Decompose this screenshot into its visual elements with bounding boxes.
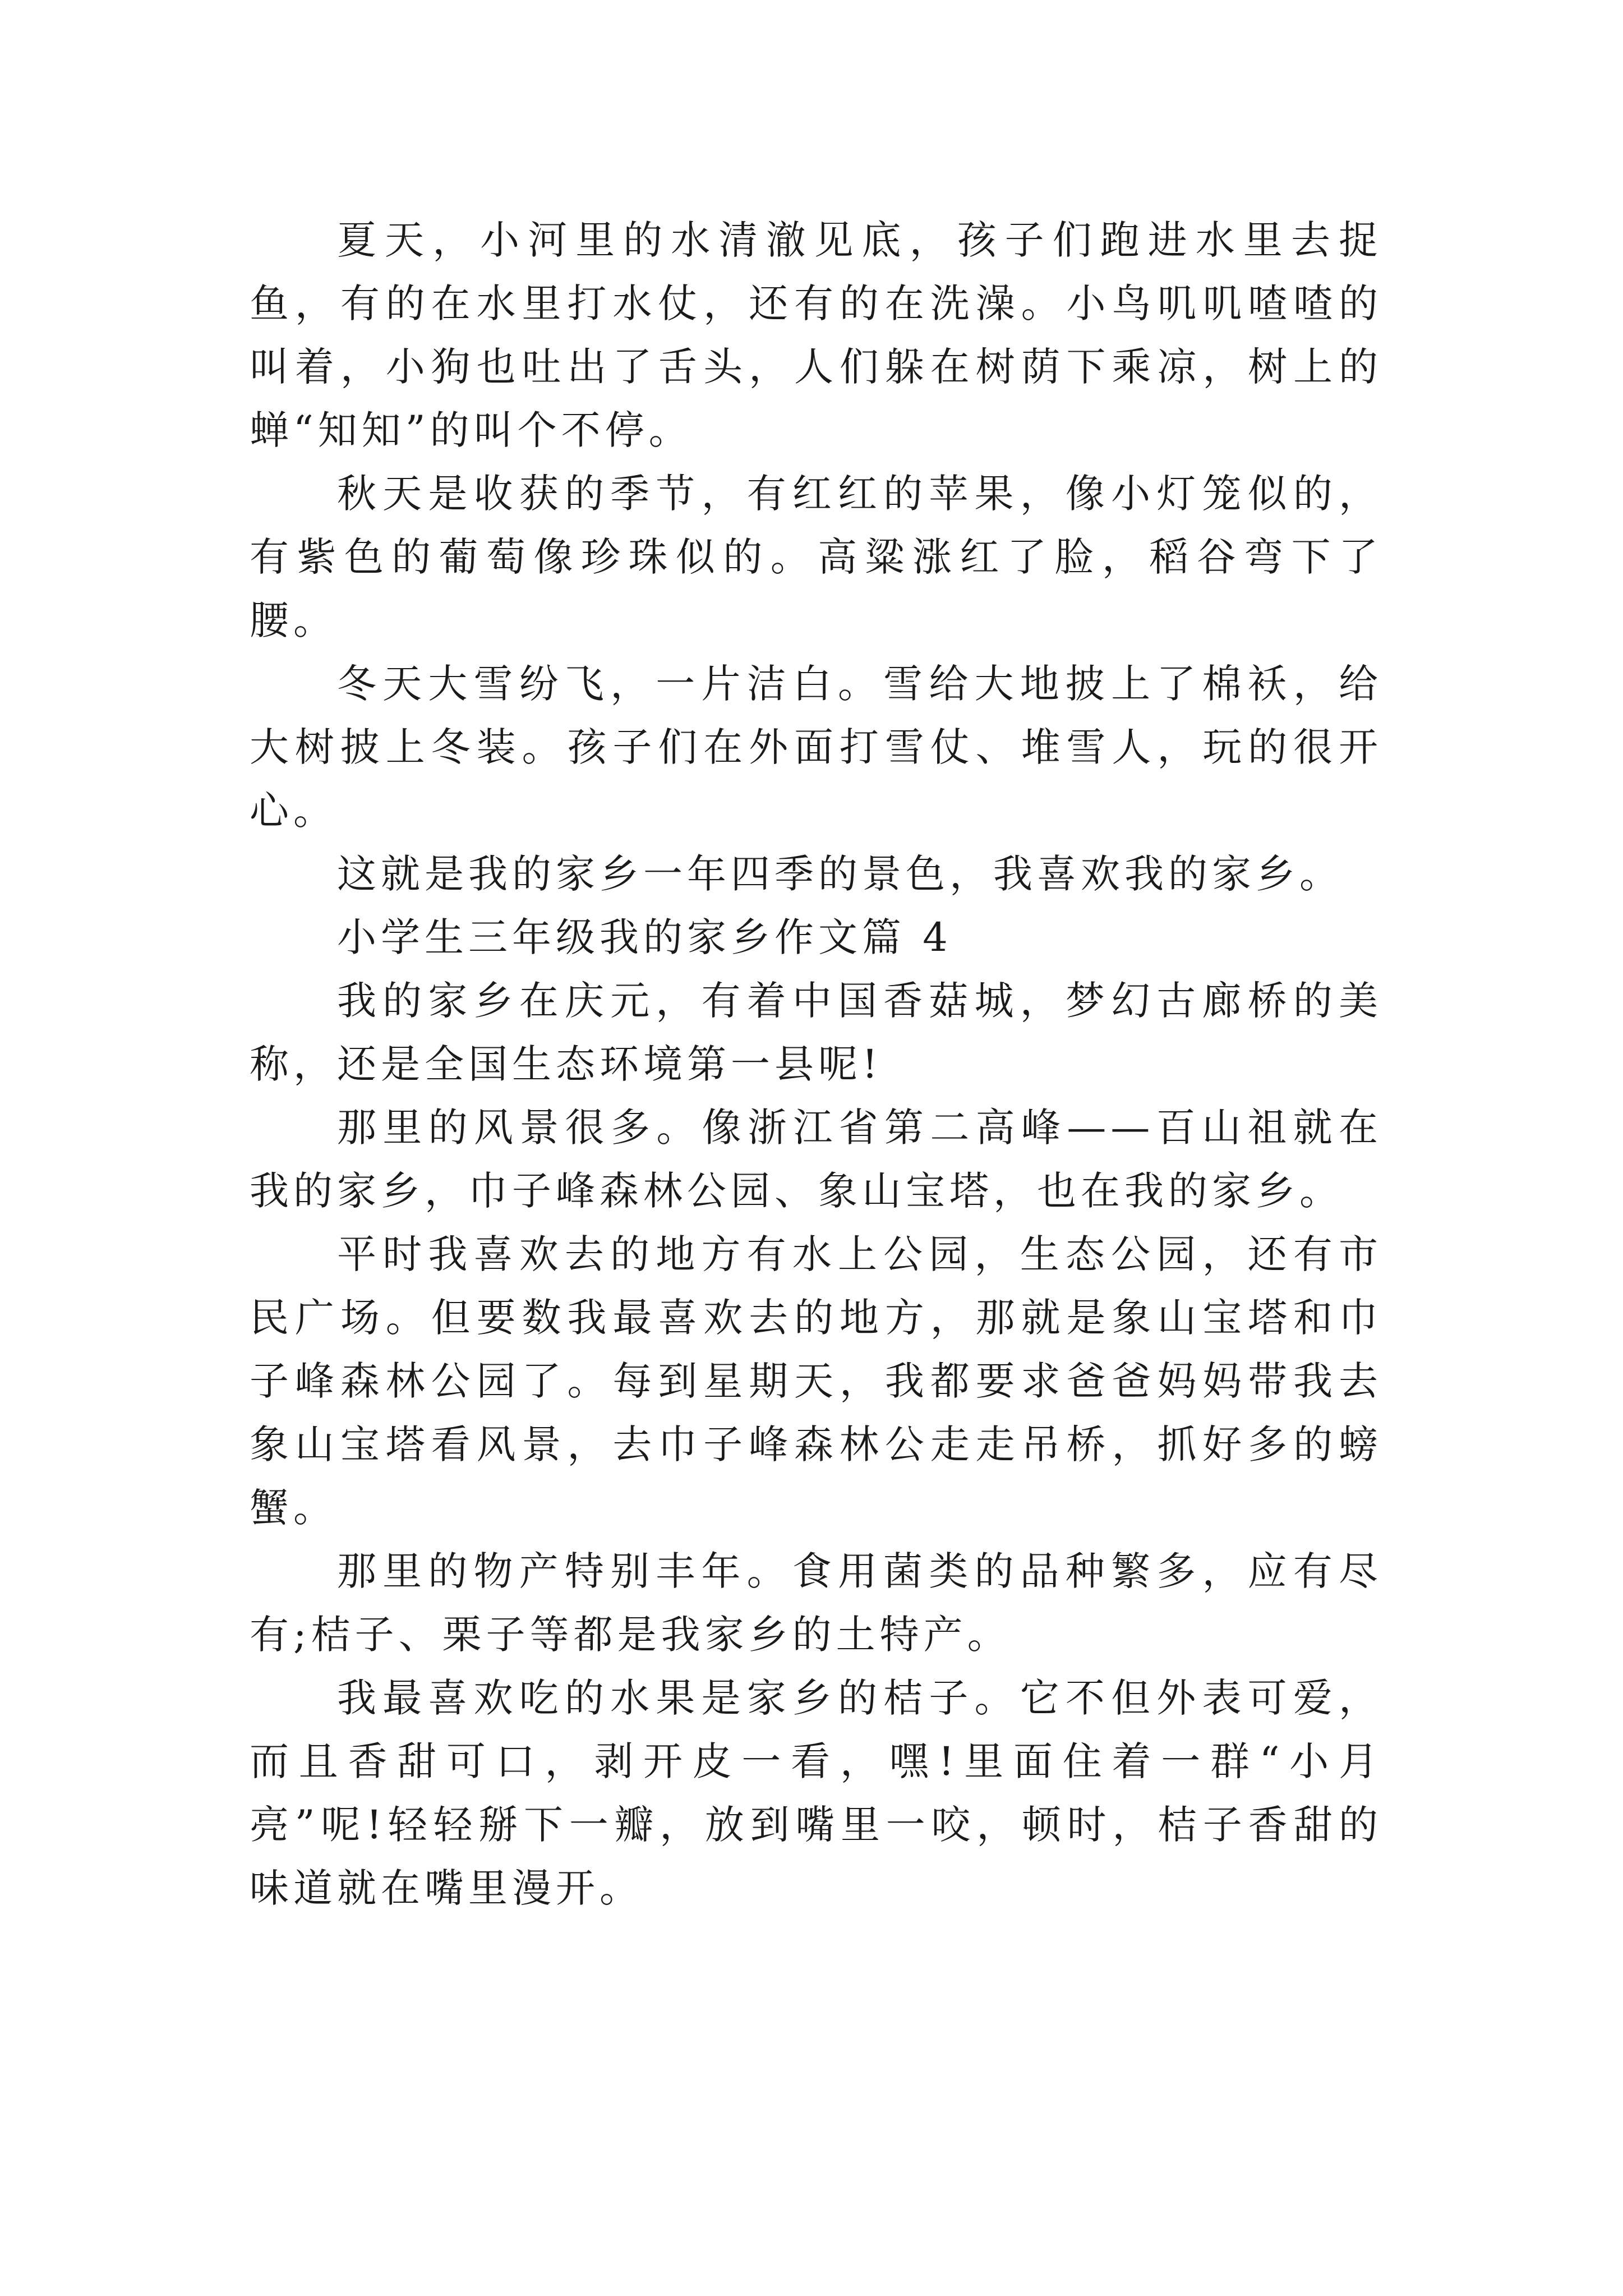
paragraph-oranges: 我最喜欢吃的水果是家乡的桔子。它不但外表可爱，而且香甜可口，剥开皮一看，嘿!里面住着一群“小月亮”呢!轻轻掰下一瓣，放到嘴里一咬，顿时，桔子香甜的味道就在嘴里漫开。 [250, 1675, 1382, 1911]
paragraph-products: 那里的物产特别丰年。食用菌类的品种繁多，应有尽有;桔子、栗子等都是我家乡的土特产。 [250, 1548, 1382, 1658]
section-heading: 小学生三年级我的家乡作文篇 4 [337, 914, 952, 960]
paragraph-hometown-intro: 我的家乡在庆元，有着中国香菇城，梦幻古廊桥的美称，还是全国生态环境第一县呢! [250, 978, 1382, 1087]
paragraph-conclusion: 这就是我的家乡一年四季的景色，我喜欢我的家乡。 [337, 851, 1343, 897]
paragraph-favorite-places: 平时我喜欢去的地方有水上公园，生态公园，还有市民广场。但要数我最喜欢去的地方，那就是象山宝塔和巾子峰森林公园了。每到星期天，我都要求爸爸妈妈带我去象山宝塔看风景，去巾子峰森林公走走吊桥，抓好多的螃蟹。 [250, 1231, 1382, 1531]
paragraph-autumn: 秋天是收获的季节，有红红的苹果，像小灯笼似的，有紫色的葡萄像珍珠似的。高粱涨红了脸，稻谷弯下了腰。 [250, 471, 1382, 643]
paragraph-scenery: 那里的风景很多。像浙江省第二高峰——百山祖就在我的家乡，巾子峰森林公园、象山宝塔，也在我的家乡。 [250, 1105, 1382, 1214]
paragraph-summer: 夏天，小河里的水清澈见底，孩子们跑进水里去捉鱼，有的在水里打水仗，还有的在洗澡。小鸟叽叽喳喳的叫着，小狗也吐出了舌头，人们躲在树荫下乘凉，树上的蝉“知知”的叫个不停。 [250, 217, 1382, 453]
document-body [250, 209, 1382, 1920]
paragraph-winter: 冬天大雪纷飞，一片洁白。雪给大地披上了棉袄，给大树披上冬装。孩子们在外面打雪仗、堆雪人，玩的很开心。 [250, 661, 1382, 834]
